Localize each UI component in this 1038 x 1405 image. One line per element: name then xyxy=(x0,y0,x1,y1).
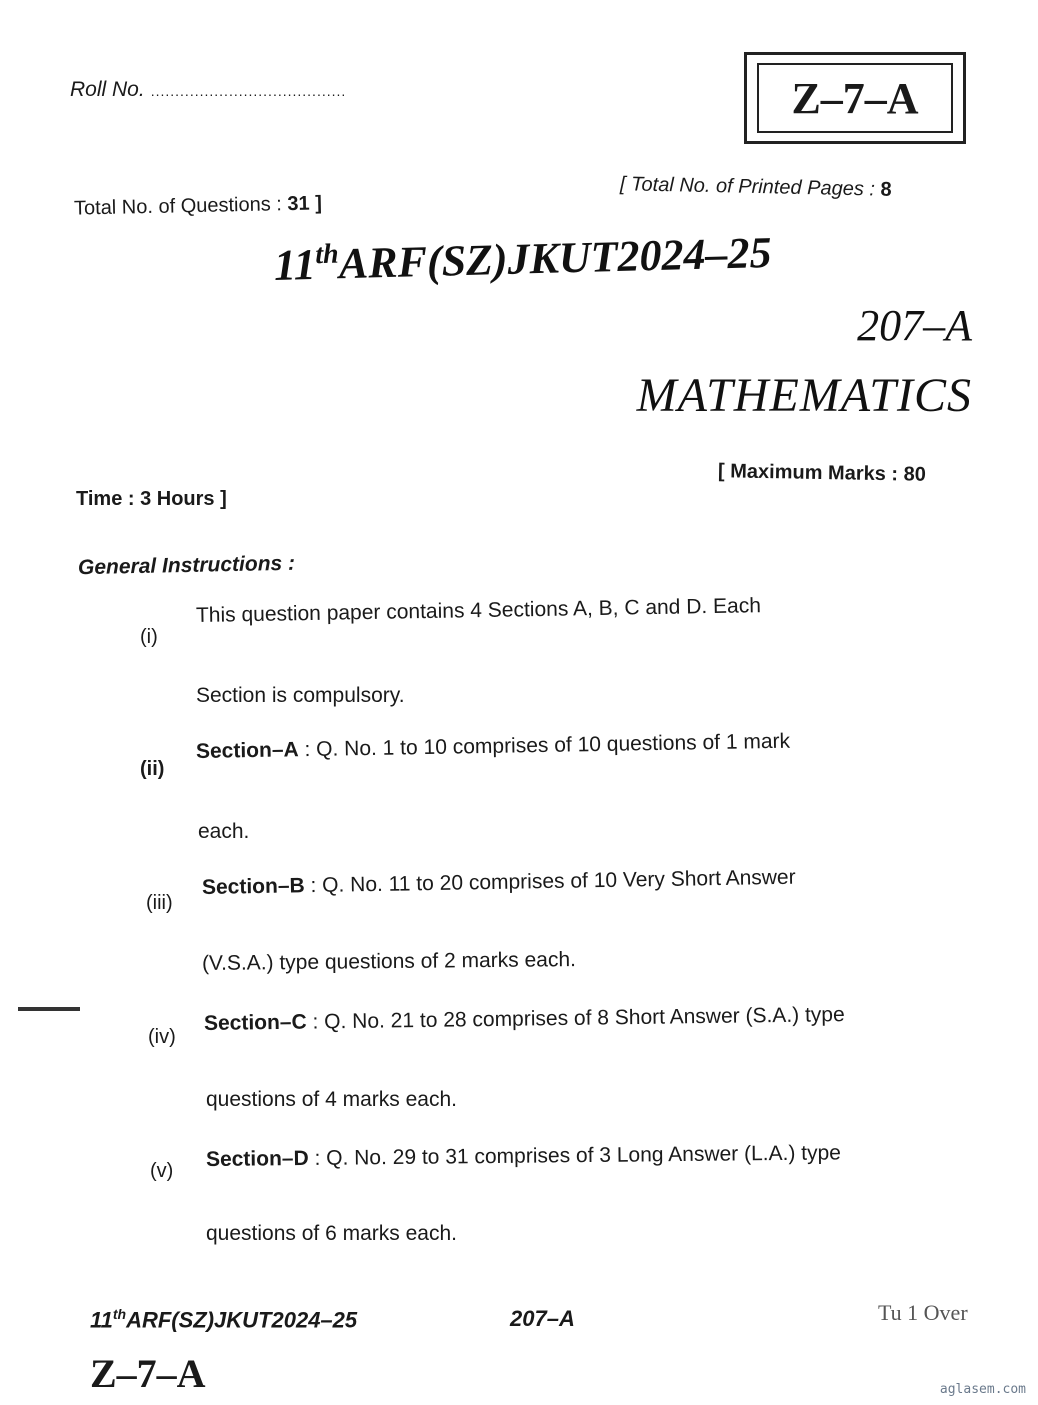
paper-code: Z–7–A xyxy=(757,63,953,133)
scan-mark xyxy=(18,1007,80,1011)
instruction-line xyxy=(202,866,796,900)
instruction-line xyxy=(204,1003,845,1036)
roll-label: Roll No. xyxy=(70,78,145,101)
roll-number-field xyxy=(70,78,346,102)
instruction-text: : Q. No. 29 to 31 comprises of 3 Long Answer (L.A.) type xyxy=(308,1141,842,1170)
subject-title: MATHEMATICS xyxy=(636,369,972,422)
section-label: Section–C xyxy=(203,1010,307,1035)
instruction-num: (iv) xyxy=(148,1026,176,1048)
footer-exam-code-sup: th xyxy=(112,1306,127,1322)
instruction-line xyxy=(206,1141,841,1172)
section-label: Section–A xyxy=(195,738,299,763)
instruction-line: (V.S.A.) type questions of 2 marks each. xyxy=(201,948,577,975)
exam-code xyxy=(273,227,772,291)
footer-exam-code xyxy=(90,1306,357,1333)
paper-code-box xyxy=(744,52,966,144)
total-pages-value: 8 xyxy=(880,178,892,201)
subject-code: 207–A xyxy=(857,301,972,350)
instruction-num: (i) xyxy=(140,626,158,648)
section-label: Section–D xyxy=(205,1146,309,1171)
instruction-line xyxy=(196,730,790,764)
maximum-marks: [ Maximum Marks : 80 xyxy=(717,460,927,486)
total-questions-value: 31 ] xyxy=(287,192,323,216)
instruction-line: This question paper contains 4 Sections A, B, C and D. Each xyxy=(195,594,762,627)
exam-code-sup: th xyxy=(314,238,340,271)
footer-subject-code: 207–A xyxy=(510,1306,575,1331)
total-pages xyxy=(620,173,892,202)
instruction-text: : Q. No. 21 to 28 comprises of 8 Short Answer (S.A.) type xyxy=(306,1003,845,1034)
instruction-line: each. xyxy=(198,820,250,843)
instruction-line: Section is compulsory. xyxy=(196,684,405,707)
exam-code-num: 11 xyxy=(273,239,317,290)
footer-exam-code-num: 11 xyxy=(90,1307,113,1333)
total-questions-label: Total No. of Questions : xyxy=(73,193,283,220)
footer-exam-code-rest: ARF(SZ)JKUT2024–25 xyxy=(126,1307,358,1333)
total-questions xyxy=(74,192,322,220)
instruction-num: (ii) xyxy=(140,758,165,780)
instruction-text: : Q. No. 1 to 10 comprises of 10 questions of 1 mark xyxy=(298,729,791,762)
turn-over: Tu 1 Over xyxy=(878,1300,968,1325)
section-label: Section–B xyxy=(201,874,305,899)
time-allowed: Time : 3 Hours ] xyxy=(76,488,227,510)
instruction-num: (iii) xyxy=(146,892,173,914)
instruction-text: : Q. No. 11 to 20 comprises of 10 Very Short Answer xyxy=(304,865,796,898)
exam-code-rest: ARF(SZ)JKUT2024–25 xyxy=(338,227,773,289)
total-pages-label: [ Total No. of Printed Pages : xyxy=(619,173,876,201)
roll-dots: ........................................ xyxy=(150,83,347,99)
footer-paper-code: Z–7–A xyxy=(90,1351,206,1396)
instruction-line: questions of 6 marks each. xyxy=(206,1222,457,1245)
instructions-title: General Instructions : xyxy=(77,551,296,580)
watermark: aglasem.com xyxy=(939,1382,1026,1397)
instruction-num: (v) xyxy=(150,1160,174,1182)
instruction-line: questions of 4 marks each. xyxy=(206,1088,457,1111)
